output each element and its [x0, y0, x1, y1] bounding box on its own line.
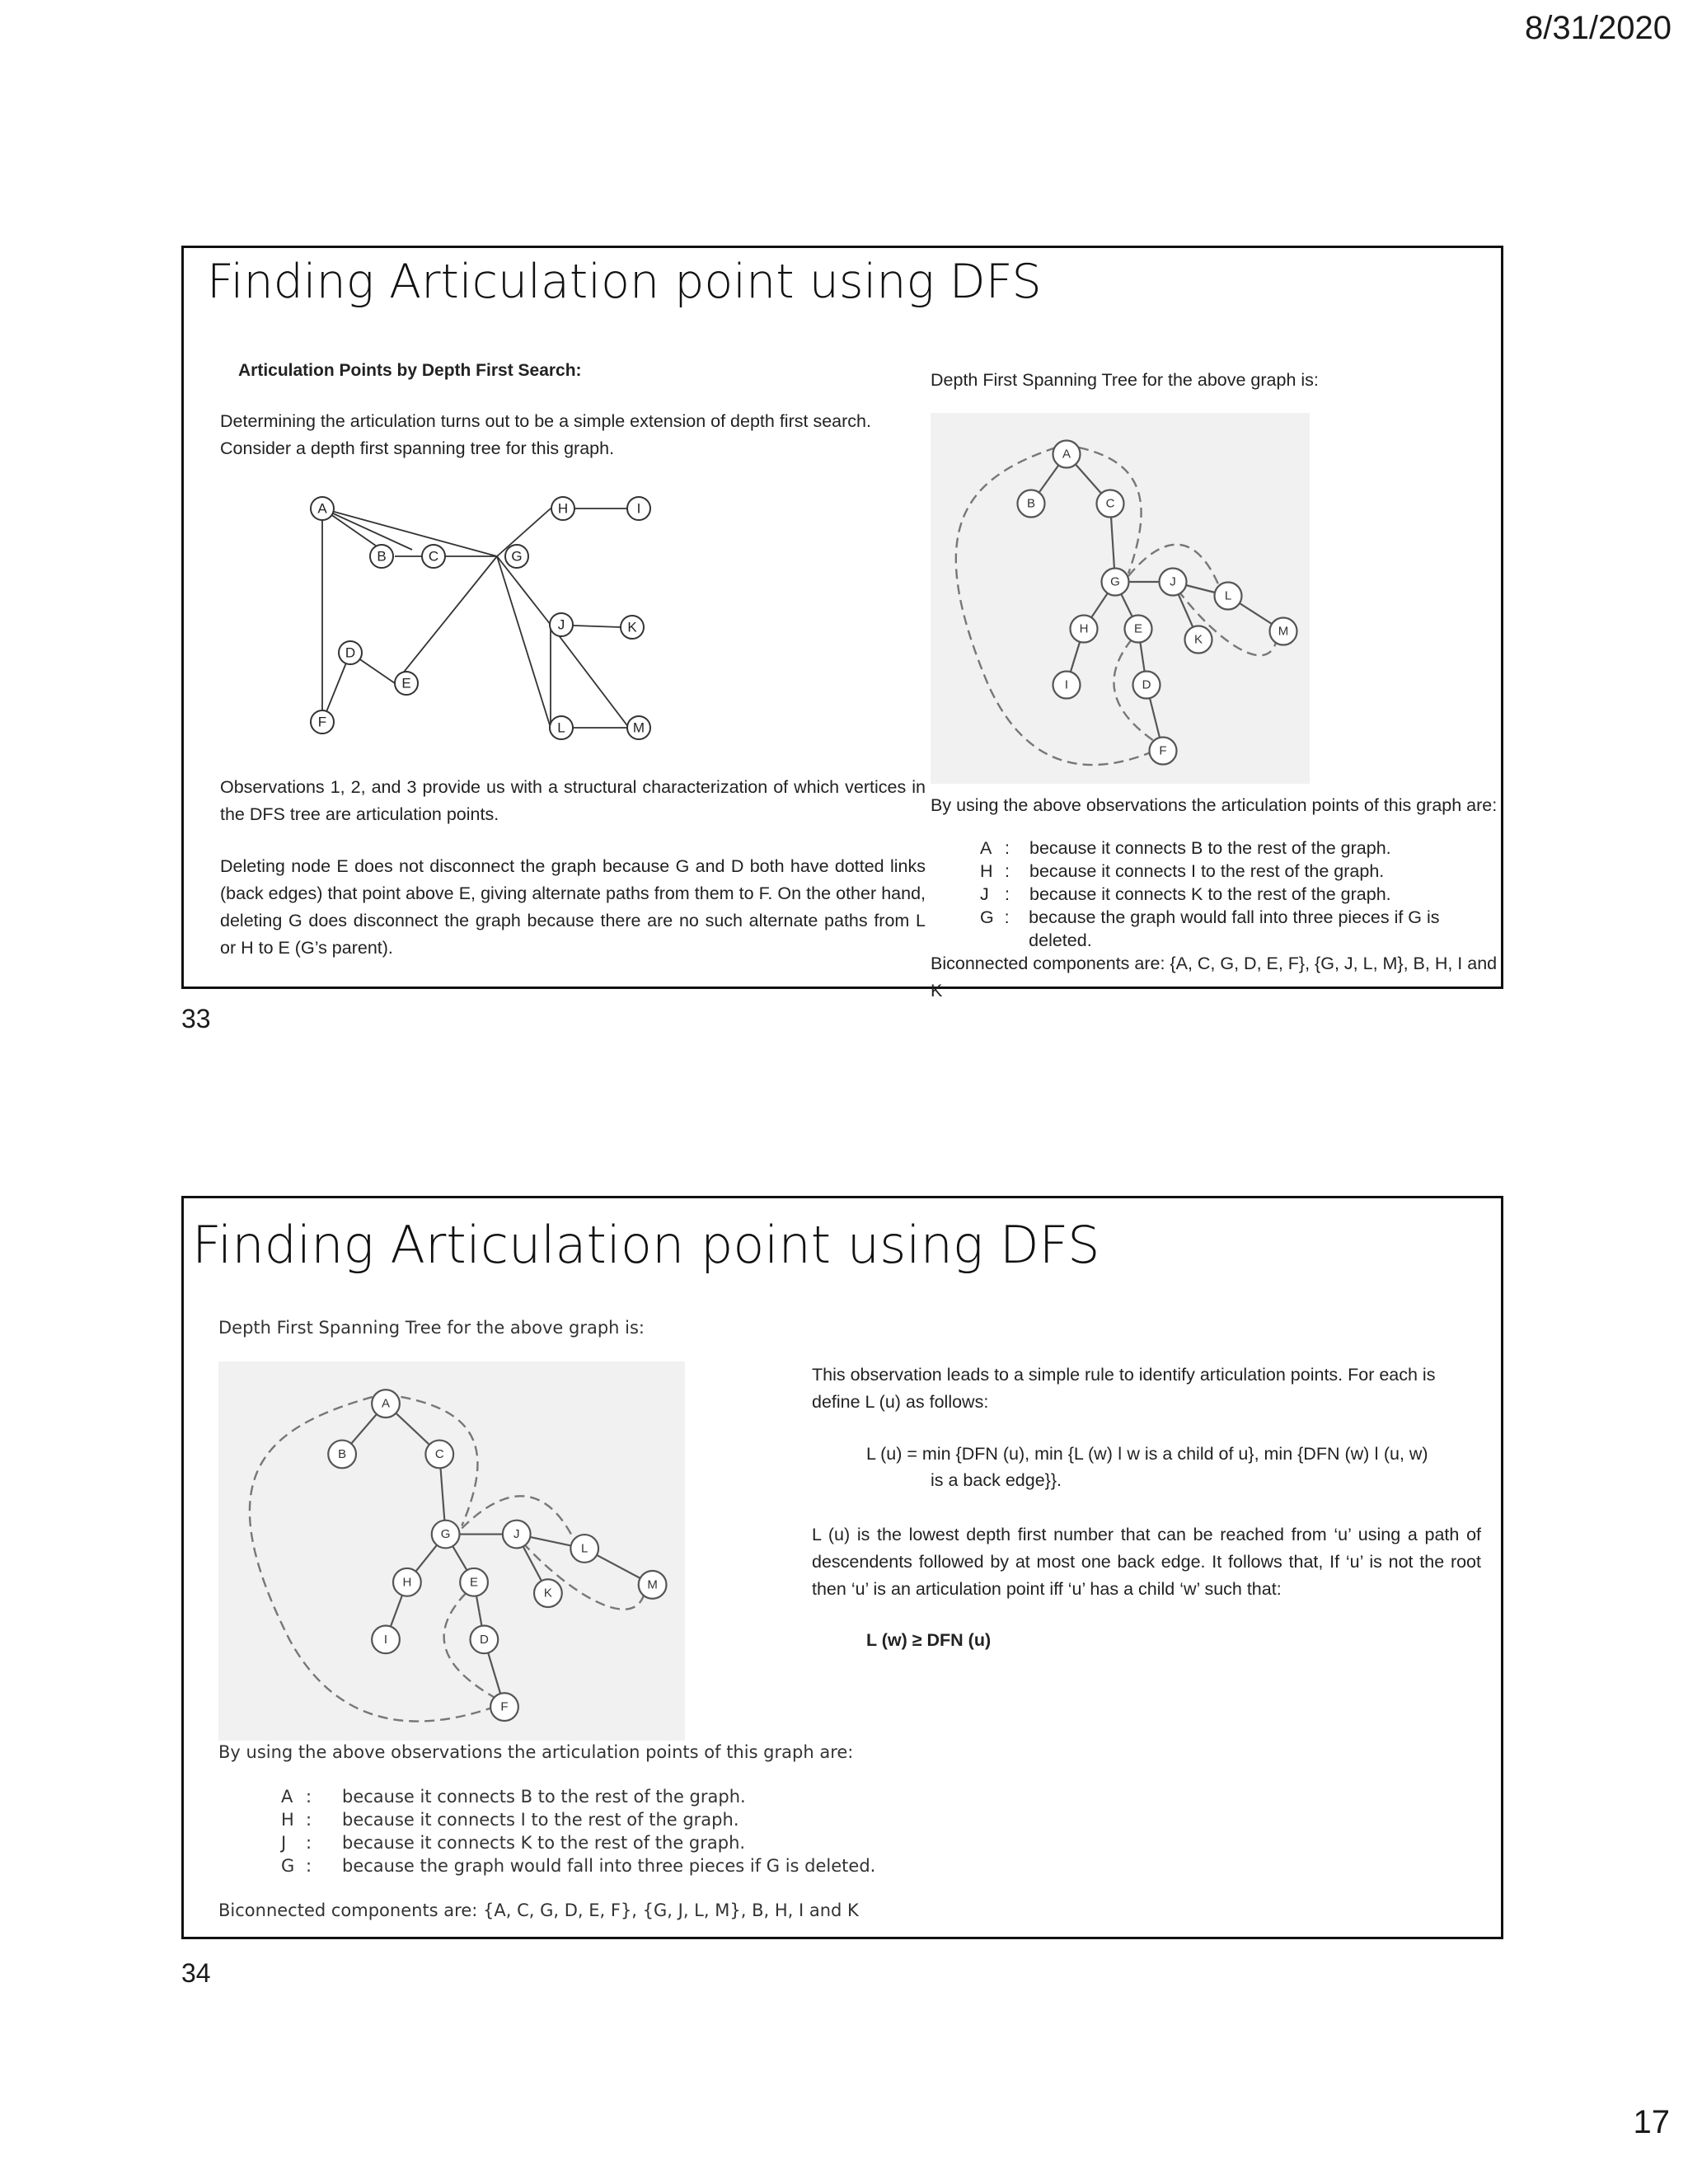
tree-node-label: L — [581, 1541, 588, 1556]
slide-title: Finding Articulation point using DFS — [207, 255, 1042, 309]
graph-node-label: G — [511, 548, 523, 565]
header-date: 8/31/2020 — [1525, 10, 1672, 46]
ap-item: J : because it connects K to the rest of the graph. — [980, 884, 1391, 904]
tree-node-label: J — [1170, 574, 1176, 589]
graph-node-label: I — [636, 500, 641, 517]
slide-33 — [181, 246, 1503, 1001]
biconnected-text: Biconnected components are: {A, C, G, D, E, F}, {G, J, L, M}, B, H, I and K — [218, 1900, 859, 1920]
ap-item: H : because it connects I to the rest of the graph. — [281, 1810, 739, 1830]
tree-node-label: K — [543, 1586, 552, 1601]
tree-node-label: E — [1133, 621, 1143, 636]
tree-caption: Depth First Spanning Tree for the above graph is: — [931, 370, 1319, 390]
graph-node-label: J — [557, 616, 565, 633]
intro-line-1: Determining the articulation turns out to be a simple extension of depth first search. — [220, 411, 871, 431]
original-graph — [283, 487, 851, 759]
graph-node-label: M — [632, 719, 645, 736]
tree-node-label: A — [382, 1396, 391, 1411]
observations-text: Observations 1, 2, and 3 provide us with a structural characterization of which vertices in the DFS tree are articulation points. — [220, 777, 926, 824]
ap-item: A : because it connects B to the rest of the graph. — [281, 1787, 746, 1807]
graph-node-label: E — [401, 675, 411, 691]
ap-item: G : because the graph would fall into three pieces if G is deleted. — [980, 907, 1440, 950]
tree-node-label: F — [500, 1699, 509, 1714]
graph-node-label: K — [627, 619, 637, 635]
tree-node-label: L — [1224, 588, 1232, 603]
back-edge — [250, 1397, 495, 1722]
tree-node-label: D — [1142, 677, 1151, 692]
ap-intro: By using the above observations the articulation points of this graph are: — [218, 1742, 854, 1762]
tree-node-label: J — [513, 1527, 520, 1542]
tree-node-label: G — [1110, 574, 1120, 589]
tree-node-label: G — [440, 1527, 451, 1542]
intro-line-2: Consider a depth first spanning tree for this graph. — [220, 438, 615, 458]
section-heading: Articulation Points by Depth First Search: — [238, 361, 582, 380]
graph-edges — [322, 509, 629, 728]
ap-item: J : because it connects K to the rest of the graph. — [281, 1833, 746, 1853]
lowest-text: L (u) is the lowest depth first number that can be reached from ‘u’ using a path of descendents followed by at most one back edge. It follows that, If ‘u’ is not the root then ‘u’ is an articulation point iff ‘u’ has a child ‘w’ such that: — [812, 1525, 1481, 1599]
tree-image — [931, 413, 1310, 784]
tree-node-label: I — [1064, 677, 1069, 692]
slide-number: 34 — [181, 1958, 211, 1988]
graph-node-label: B — [377, 548, 387, 565]
deleting-text: Deleting node E does not disconnect the graph because G and D both have dotted links (back edges) that point above E, giving alternate paths from them to F. On the other hand, deleting G does disconnect the graph because there are no such alternate paths from L or H to E (G’s parent). — [220, 856, 926, 958]
ap-item: G : because the graph would fall into three pieces if G is deleted. — [281, 1856, 876, 1876]
tree-node-label: C — [434, 1446, 444, 1461]
graph-node-label: F — [317, 714, 327, 730]
biconnected-text: Biconnected components are: {A, C, G, D, E, F}, {G, J, L, M}, B, H, I and K — [931, 954, 1498, 1001]
ap-list — [281, 1785, 875, 1877]
ap-list — [980, 837, 1501, 952]
slide-number: 33 — [181, 1004, 211, 1033]
graph-node-label: H — [557, 500, 569, 517]
tree-node-label: C — [1105, 496, 1115, 511]
graph-node-label: A — [317, 500, 327, 517]
tree-node-label: K — [1193, 632, 1203, 647]
tree-node-label: M — [1278, 624, 1289, 639]
tree-node-label: I — [383, 1632, 388, 1647]
page-number: 17 — [1633, 2104, 1670, 2140]
tree-caption: Depth First Spanning Tree for the above graph is: — [218, 1318, 645, 1338]
rule-intro: This observation leads to a simple rule to identify articulation points. For each is define L (u) as follows: — [812, 1365, 1436, 1412]
graph-node-label: L — [557, 719, 565, 736]
graph-nodes — [311, 497, 650, 739]
tree-node-label: M — [647, 1577, 658, 1592]
tree-node-label: F — [1159, 743, 1167, 758]
graph-node-label: C — [428, 548, 439, 565]
slide-title: Finding Articulation point using DFS — [192, 1215, 1100, 1275]
tree-node-label: H — [402, 1575, 412, 1590]
ap-item: H : because it connects I to the rest of the graph. — [980, 861, 1385, 881]
slide-34 — [181, 1196, 1503, 1939]
condition-text: L (w) ≥ DFN (u) — [866, 1630, 992, 1650]
back-edge — [956, 448, 1155, 765]
ap-item: A : because it connects B to the rest of the graph. — [980, 838, 1391, 858]
tree-node-label: H — [1079, 621, 1089, 636]
tree-node-label: B — [338, 1446, 347, 1461]
formula-line-1: L (u) = min {DFN (u), min {L (w) ǀ w is a child of u}, min {DFN (w) ǀ (u, w) — [866, 1444, 1428, 1464]
ap-intro: By using the above observations the articulation points of this graph are: — [931, 795, 1498, 815]
graph-node-label: D — [345, 644, 356, 661]
tree-image — [218, 1361, 685, 1741]
tree-node-label: A — [1062, 447, 1071, 462]
formula-line-2: is a back edge}}. — [931, 1470, 1062, 1490]
tree-node-label: D — [479, 1632, 489, 1647]
tree-node-label: B — [1026, 496, 1036, 511]
tree-node-label: E — [470, 1575, 479, 1590]
